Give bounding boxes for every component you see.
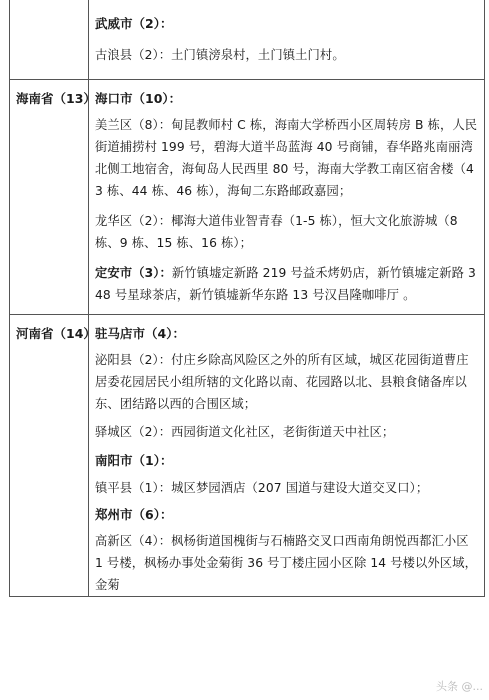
district-entry: 泌阳县（2）：付庄乡除高风险区之外的所有区域，城区花园街道曹庄居委花园居民小组所辖的文化路以南、花园路以北、县粮食储备库以东、团结路以西的合围区域； xyxy=(95,353,469,411)
content-cell xyxy=(89,80,485,315)
content-cell xyxy=(89,0,485,80)
district-text: 新竹镇墟定新路 219 号益禾烤奶店，新竹镇墟定新路 348 号星球茶店，新竹镇墟新华东路 13 号汉昌隆咖啡厅 。 xyxy=(95,266,476,302)
city-heading: 海口市（10）： xyxy=(95,91,182,106)
district-entry: 龙华区（2）：椰海大道伟业智青春（1-5 栋），恒大文化旅游城（8 栋、9 栋、15 栋、16 栋）； xyxy=(95,214,458,250)
document-table xyxy=(9,0,485,597)
district-entry xyxy=(89,262,484,306)
watermark: 头条 @... xyxy=(436,680,483,693)
province-label: 海南省（13） xyxy=(16,91,96,106)
province-cell xyxy=(10,315,96,597)
table-row xyxy=(10,315,485,597)
province-cell xyxy=(10,80,96,315)
content-cell xyxy=(89,315,485,597)
district-entry: 古浪县（2）：土门镇滂泉村，土门镇土门村。 xyxy=(95,48,345,62)
city-heading: 驻马店市（4）： xyxy=(95,326,185,341)
province-label xyxy=(10,0,88,10)
district-entry: 驿城区（2）：西园街道文化社区，老街街道天中社区； xyxy=(95,425,395,439)
city-heading: 定安市（3）： xyxy=(95,266,172,280)
province-cell xyxy=(10,0,89,80)
district-entry: 镇平县（1）：城区梦园酒店（207 国道与建设大道交叉口）； xyxy=(95,481,429,495)
city-heading: 南阳市（1）： xyxy=(95,453,173,468)
table-row xyxy=(10,80,485,315)
province-label: 河南省（14） xyxy=(16,326,96,341)
table-row xyxy=(10,0,485,80)
district-entry: 美兰区（8）：甸昆教师村 C 栋，海南大学桥西小区周转房 B 栋，人民街道捕捞村 199 号，碧海大道半岛蓝海 40 号商铺，春华路兆南丽湾北侧工地宿舍，海甸岛人民西里 80 号，海南大学教工南区宿舍楼（43 栋、44 栋、46 栋），海甸二东路邮政嘉园； xyxy=(95,118,478,198)
district-entry: 高新区（4）：枫杨街道国槐街与石楠路交叉口西南角朗悦西都汇小区 1 号楼，枫杨办事处金菊街 36 号丁楼庄园小区除 14 号楼以外区域，金菊 xyxy=(95,534,477,592)
city-heading: 武威市（2）： xyxy=(95,16,173,31)
city-heading: 郑州市（6）： xyxy=(95,507,173,522)
